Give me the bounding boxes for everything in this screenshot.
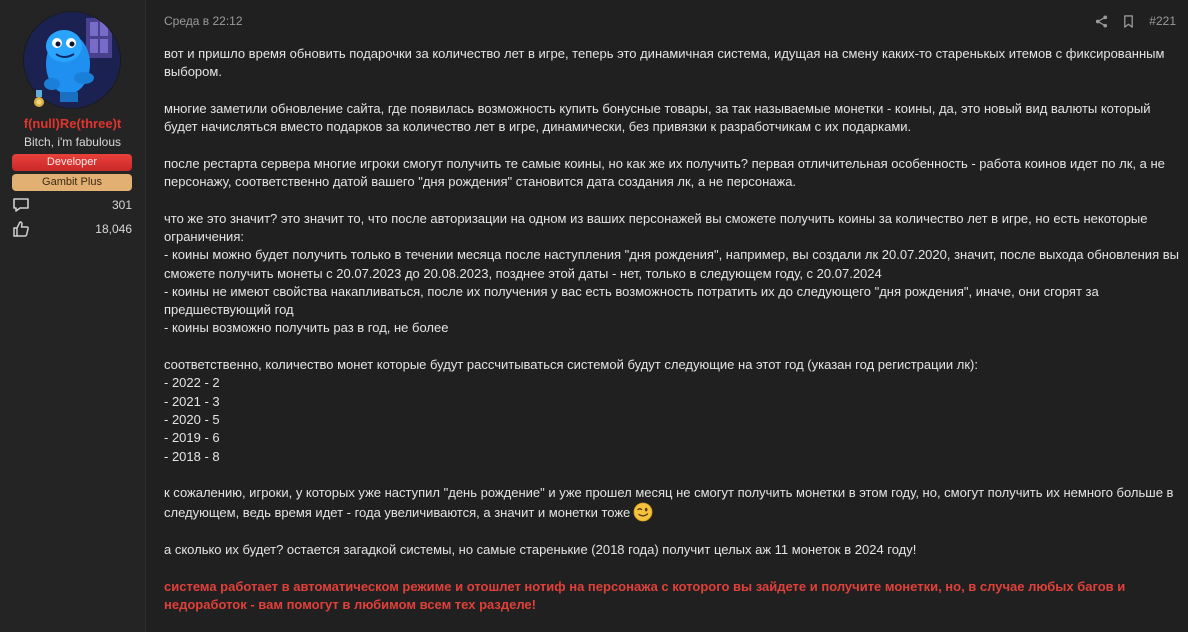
paragraph-intro: вот и пришло время обновить подарочки за количество лет в игре, теперь это динамичная система, идущая на смену каких-то старенькых итемов с фиксированным выбором.	[164, 46, 1165, 80]
coins-list-item: - 2022 - 2	[164, 375, 220, 391]
post-number-link[interactable]: #221	[1149, 14, 1176, 28]
paragraph-sorry	[164, 484, 1184, 523]
sorry-text: к сожалению, игроки, у которых уже наступил "день рождение" и уже прошел месяц не смогут получить монетки в этом году, но, смогут получить их немного больше в следующем, ведь время идет - года увеличиваются, а значит и монетки тоже	[164, 485, 1174, 521]
post-body	[164, 45, 1184, 614]
rules-intro: что же это значит? это значит то, что после авторизации на одном из ваших персонажей вы сможете получить коины за количество лет в игре, но есть некоторые ограничения:	[164, 210, 1148, 244]
wink-emoji-icon	[633, 502, 653, 522]
user-info-column	[0, 0, 146, 632]
rule-item: - коины не имеют свойства накапливаться, после их получения у вас есть возможность потратить их до следующего "дня рождения", иначе, они сгорят за предшествующий год	[164, 283, 1099, 318]
coins-intro: соответственно, количество монет которые будут рассчитываться системой будут следующие на этот год (указан год регистрации лк):	[164, 357, 978, 373]
rule-item: - коины возможно получить раз в год, не более	[164, 320, 449, 336]
gambit-plus-banner: Gambit Plus	[12, 174, 132, 191]
paragraph-future: а сколько их будет? остается загадкой системы, но самые старенькие (2018 года) получит целых аж 11 монеток в 2024 году!	[164, 542, 917, 558]
post-main	[146, 0, 1188, 632]
medal-icon	[33, 90, 45, 108]
messages-icon	[12, 196, 30, 214]
thumbs-up-icon	[12, 220, 30, 238]
username-link[interactable]: f(null)Re(three)t	[23, 116, 122, 131]
messages-count: 301	[111, 198, 132, 212]
developer-banner: Developer	[12, 154, 132, 171]
user-title: Bitch, i'm fabulous	[23, 135, 121, 149]
bookmark-icon[interactable]	[1122, 15, 1135, 28]
paragraph-restart: после рестарта сервера многие игроки смогут получить те самые коины, но как же их получить? первая отличительная особенность - работа коинов идет по лк, а не персонажу, соответственно датой вашего "дня рождения" становится дата создания лк, а не персонажа.	[164, 155, 1165, 190]
coins-list-item: - 2021 - 3	[164, 393, 220, 409]
post-date[interactable]: Среда в 22:12	[164, 14, 243, 28]
post-actions	[1095, 14, 1176, 28]
warning-text: система работает в автоматическом режиме и отошлет нотиф на персонажа с которого вы зайдете и получите монетки, но, в случае любых багов и недоработок - вам помогут в любимом всем тех разделе!	[164, 578, 1126, 612]
coins-list-item: - 2018 - 8	[164, 448, 220, 464]
share-icon[interactable]	[1095, 15, 1108, 28]
likes-count: 18,046	[95, 222, 132, 236]
rule-item: - коины можно будет получить только в течении месяца после наступления "дня рождения", например, вы создали лк 20.07.2020, значит, после выхода обновления вы сможете получить монеты с 20.07.2023 до 20.08.2023, позднее этой даты - нет, только в следующем году, с 20.07.2024	[164, 247, 1179, 281]
messages-stat	[12, 196, 132, 214]
coins-list-item: - 2019 - 6	[164, 430, 220, 446]
paragraph-coins-info: многие заметили обновление сайта, где появилась возможность купить бонусные товары, за так называемые монетки - коины, да, это новый вид валюты который будет начисляться вместо подарков за количество лет в игре, динамически, без привязки к разработчикам с их подарками.	[164, 100, 1151, 135]
coins-list-item: - 2020 - 5	[164, 411, 220, 427]
likes-stat	[12, 220, 132, 238]
